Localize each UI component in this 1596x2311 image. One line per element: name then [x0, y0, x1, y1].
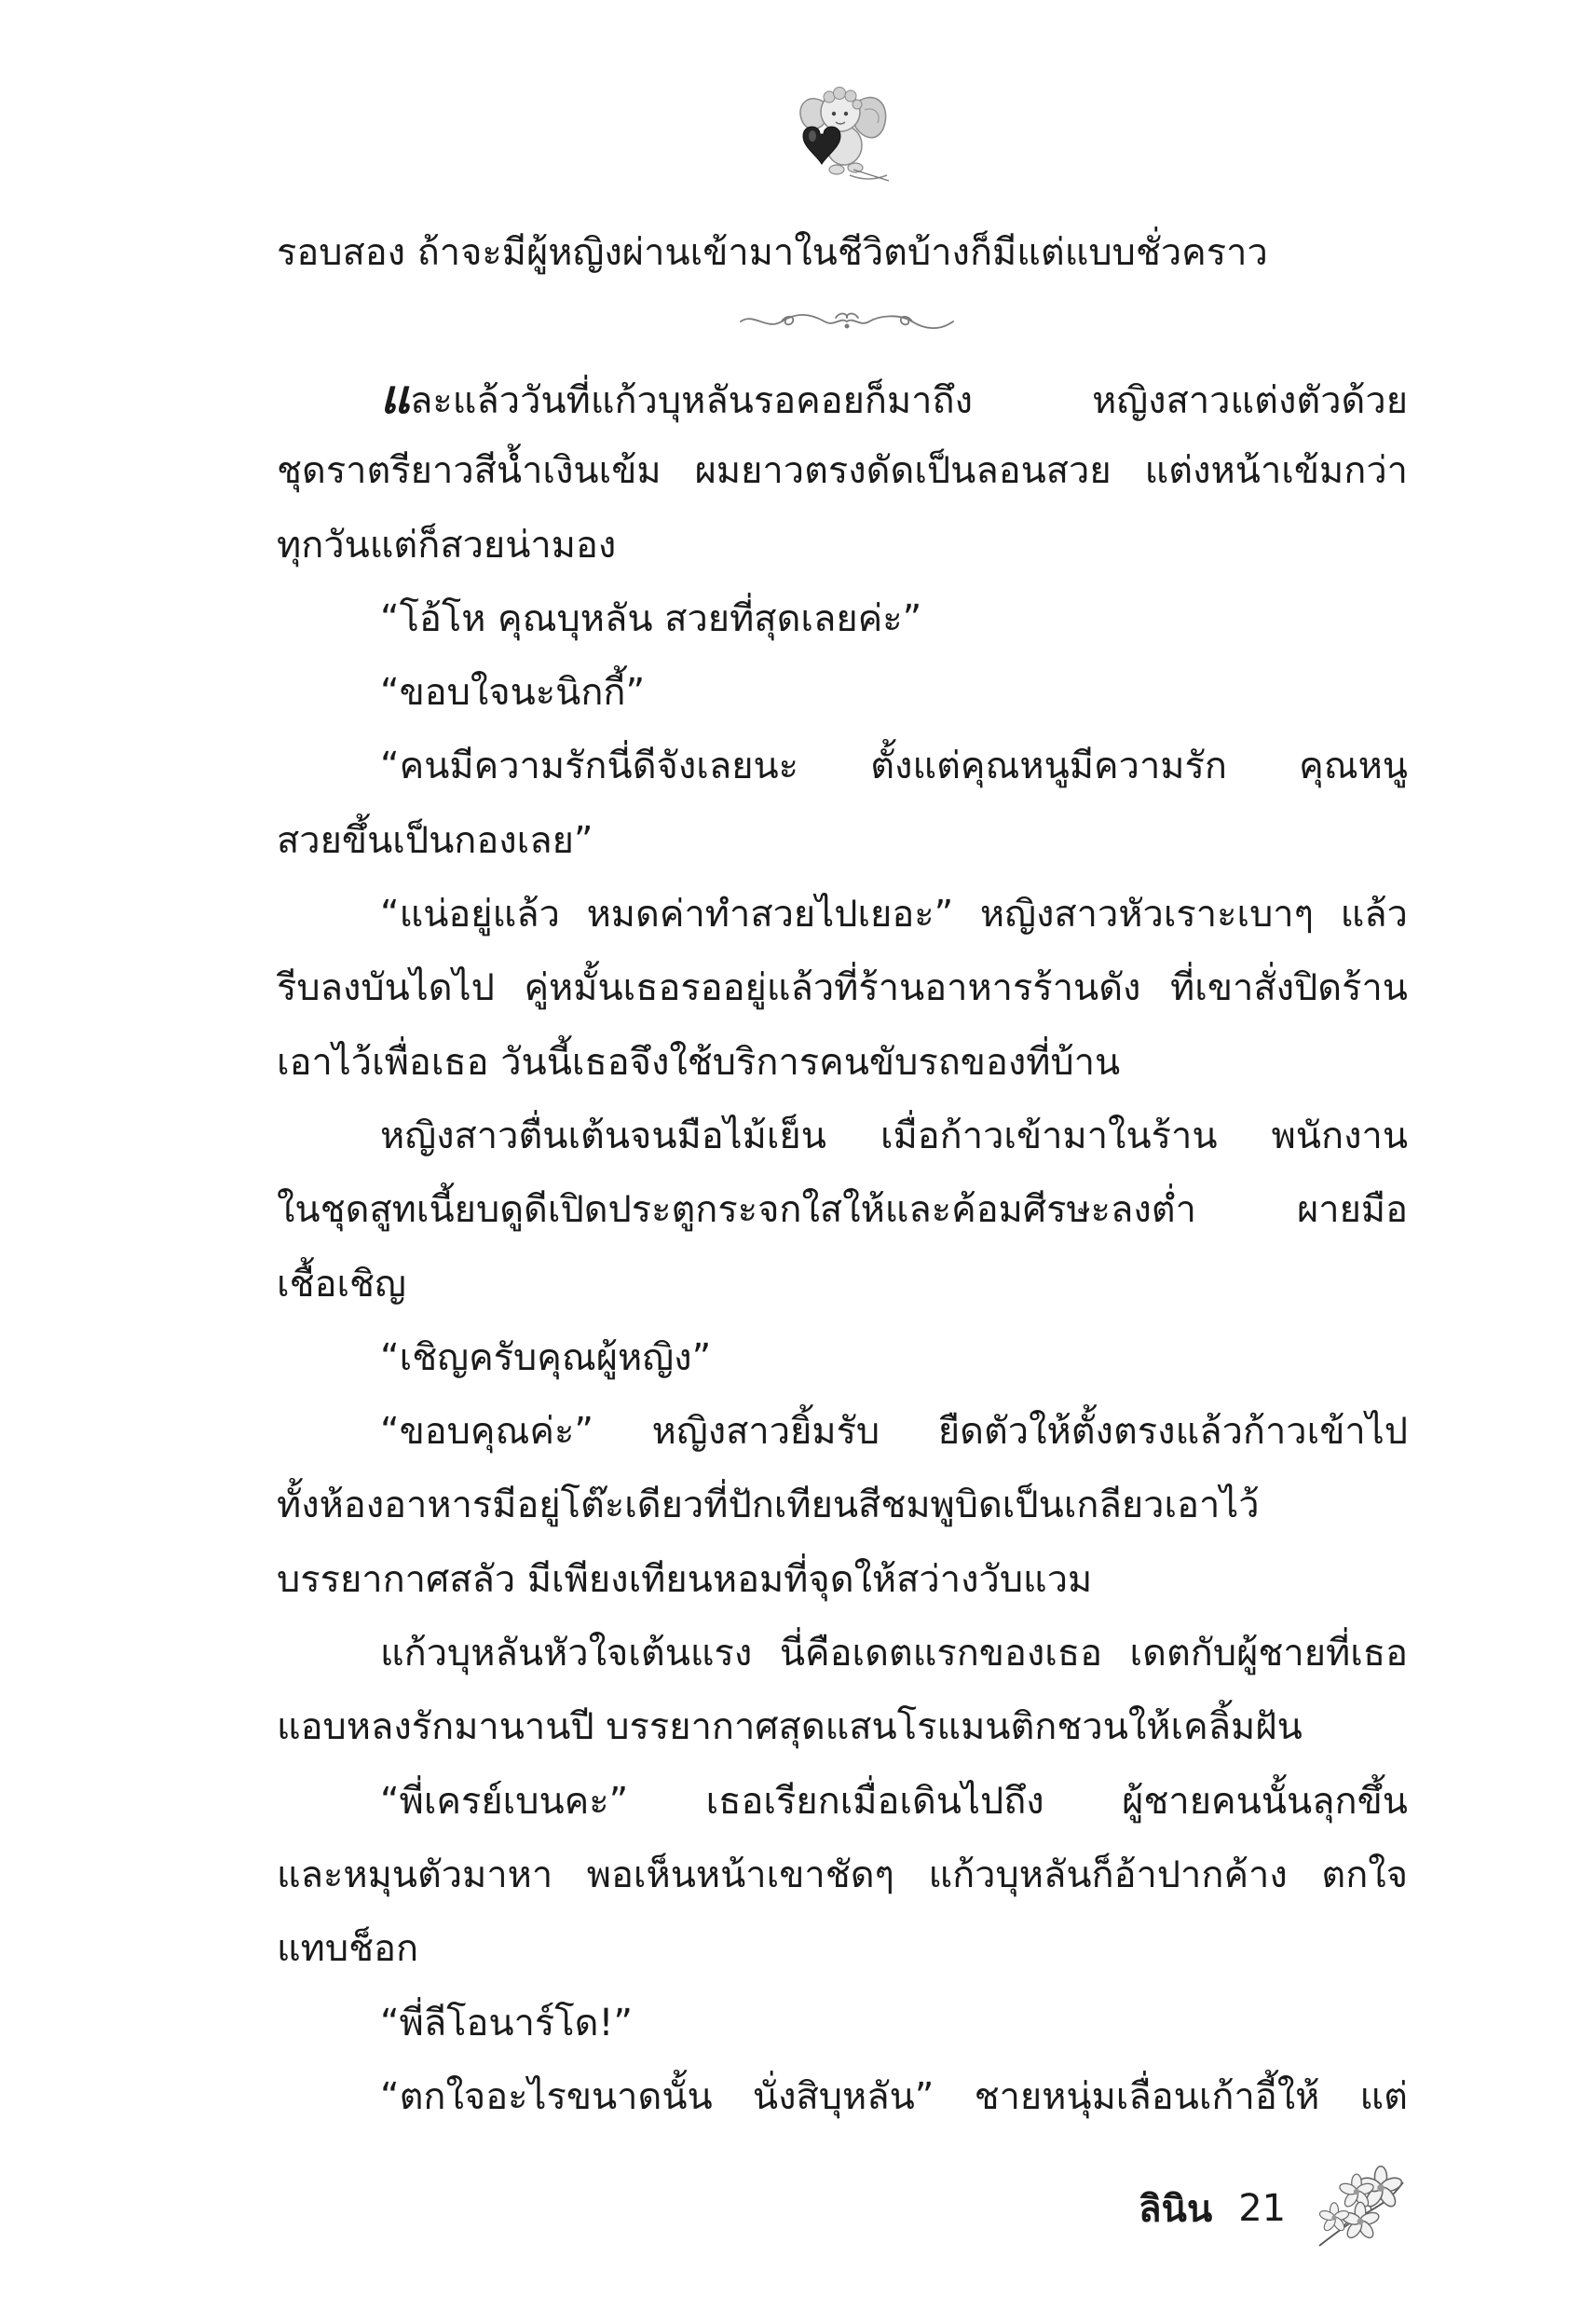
text-line-content: ละแล้ววันที่แก้วบุหลันรอคอยก็มาถึง หญิงสาวแต่งตัวด้วย — [410, 379, 1408, 422]
paragraph — [277, 878, 1408, 1100]
drop-cap: แ — [380, 370, 411, 424]
page-footer — [1139, 2181, 1286, 2236]
paragraph — [277, 1100, 1408, 1321]
text-line: เชื้อเชิญ — [277, 1262, 406, 1306]
text-line: “คนมีความรักนี่ดีจังเลยนะ ตั้งแต่คุณหนูมีความรัก คุณหนู — [380, 745, 1408, 788]
text-line: “ขอบใจนะนิกกี้” — [380, 671, 646, 715]
text-line: แก้วบุหลันหัวใจเต้นแรง นี่คือเดตแรกของเธอ เดตกับผู้ชายที่เธอ — [380, 1632, 1408, 1675]
paragraph — [277, 582, 1408, 656]
book-title: ลินิน — [1139, 2188, 1213, 2231]
paragraph — [277, 1987, 1408, 2060]
flourish-divider-icon — [737, 309, 957, 334]
continuation-block — [277, 216, 1408, 290]
paragraph — [277, 1321, 1408, 1395]
text-line: “พี่ลีโอนาร์โด!” — [380, 2001, 634, 2044]
text-line: “แน่อยู่แล้ว หมดค่าทำสวยไปเยอะ” หญิงสาวหัวเราะเบาๆ แล้ว — [380, 893, 1408, 937]
paragraph — [277, 730, 1408, 878]
paragraph — [277, 1765, 1408, 1987]
text-line: ชุดราตรียาวสีน้ำเงินเข้ม ผมยาวตรงดัดเป็นลอนสวย แต่งหน้าเข้มกว่า — [277, 449, 1408, 493]
text-line: “พี่เครย์เบนคะ” เธอเรียกเมื่อเดินไปถึง ผู้ชายคนนั้นลุกขึ้น — [380, 1779, 1408, 1823]
text-line: ในชุดสูทเนี้ยบดูดีเปิดประตูกระจกใสให้และค้อมศีรษะลงต่ำ ผายมือ — [277, 1188, 1408, 1232]
text-line — [277, 361, 1408, 434]
text-line: บรรยากาศสลัว มีเพียงเทียนหอมที่จุดให้สว่างวับแวม — [277, 1557, 1093, 1601]
text-line: “ขอบคุณค่ะ” หญิงสาวยิ้มรับ ยืดตัวให้ตั้งตรงแล้วก้าวเข้าไป — [380, 1410, 1408, 1454]
text-line: เอาไว้เพื่อเธอ วันนี้เธอจึงใช้บริการคนขับรถของที่บ้าน — [277, 1040, 1121, 1084]
text-line: “ตกใจอะไรขนาดนั้น นั่งสิบุหลัน” ชายหนุ่มเลื่อนเก้าอี้ให้ แต่ — [380, 2074, 1408, 2118]
text-line: “โอ้โห คุณบุหลัน สวยที่สุดเลยค่ะ” — [380, 596, 922, 640]
text-line: “เชิญครับคุณผู้หญิง” — [380, 1335, 712, 1379]
text-line: ทุกวันแต่ก็สวยน่ามอง — [277, 523, 617, 567]
text-line: รีบลงบันไดไป คู่หมั้นเธอรออยู่แล้วที่ร้านอาหารร้านดัง ที่เขาสั่งปิดร้าน — [277, 966, 1408, 1010]
paragraph — [277, 1617, 1408, 1765]
paragraph — [277, 361, 1408, 582]
text-line: แอบหลงรักมานานปี บรรยากาศสุดแสนโรแมนติกชวนให้เคลิ้มฝัน — [277, 1705, 1303, 1749]
flower-icon — [1314, 2164, 1409, 2249]
cupid-icon — [788, 78, 893, 186]
paragraph — [277, 1395, 1408, 1617]
text-line: หญิงสาวตื่นเต้นจนมือไม้เย็น เมื่อก้าวเข้ามาในร้าน พนักงาน — [380, 1114, 1408, 1157]
paragraph — [277, 2060, 1408, 2134]
text-line: และหมุนตัวมาหา พอเห็นหน้าเขาชัดๆ แก้วบุหลันก็อ้าปากค้าง ตกใจ — [277, 1853, 1408, 1896]
paragraph — [277, 656, 1408, 730]
body-text — [277, 361, 1408, 2134]
text-line: สวยขึ้นเป็นกองเลย” — [277, 818, 593, 862]
text-line: ทั้งห้องอาหารมีอยู่โต๊ะเดียวที่ปักเทียนสีชมพูบิดเป็นเกลียวเอาไว้ — [277, 1484, 1260, 1527]
continuation-line: รอบสอง ถ้าจะมีผู้หญิงผ่านเข้ามาในชีวิตบ้างก็มีแต่แบบชั่วคราว — [277, 231, 1268, 274]
text-line: แทบช็อก — [277, 1927, 419, 1971]
page-number: 21 — [1238, 2187, 1287, 2230]
